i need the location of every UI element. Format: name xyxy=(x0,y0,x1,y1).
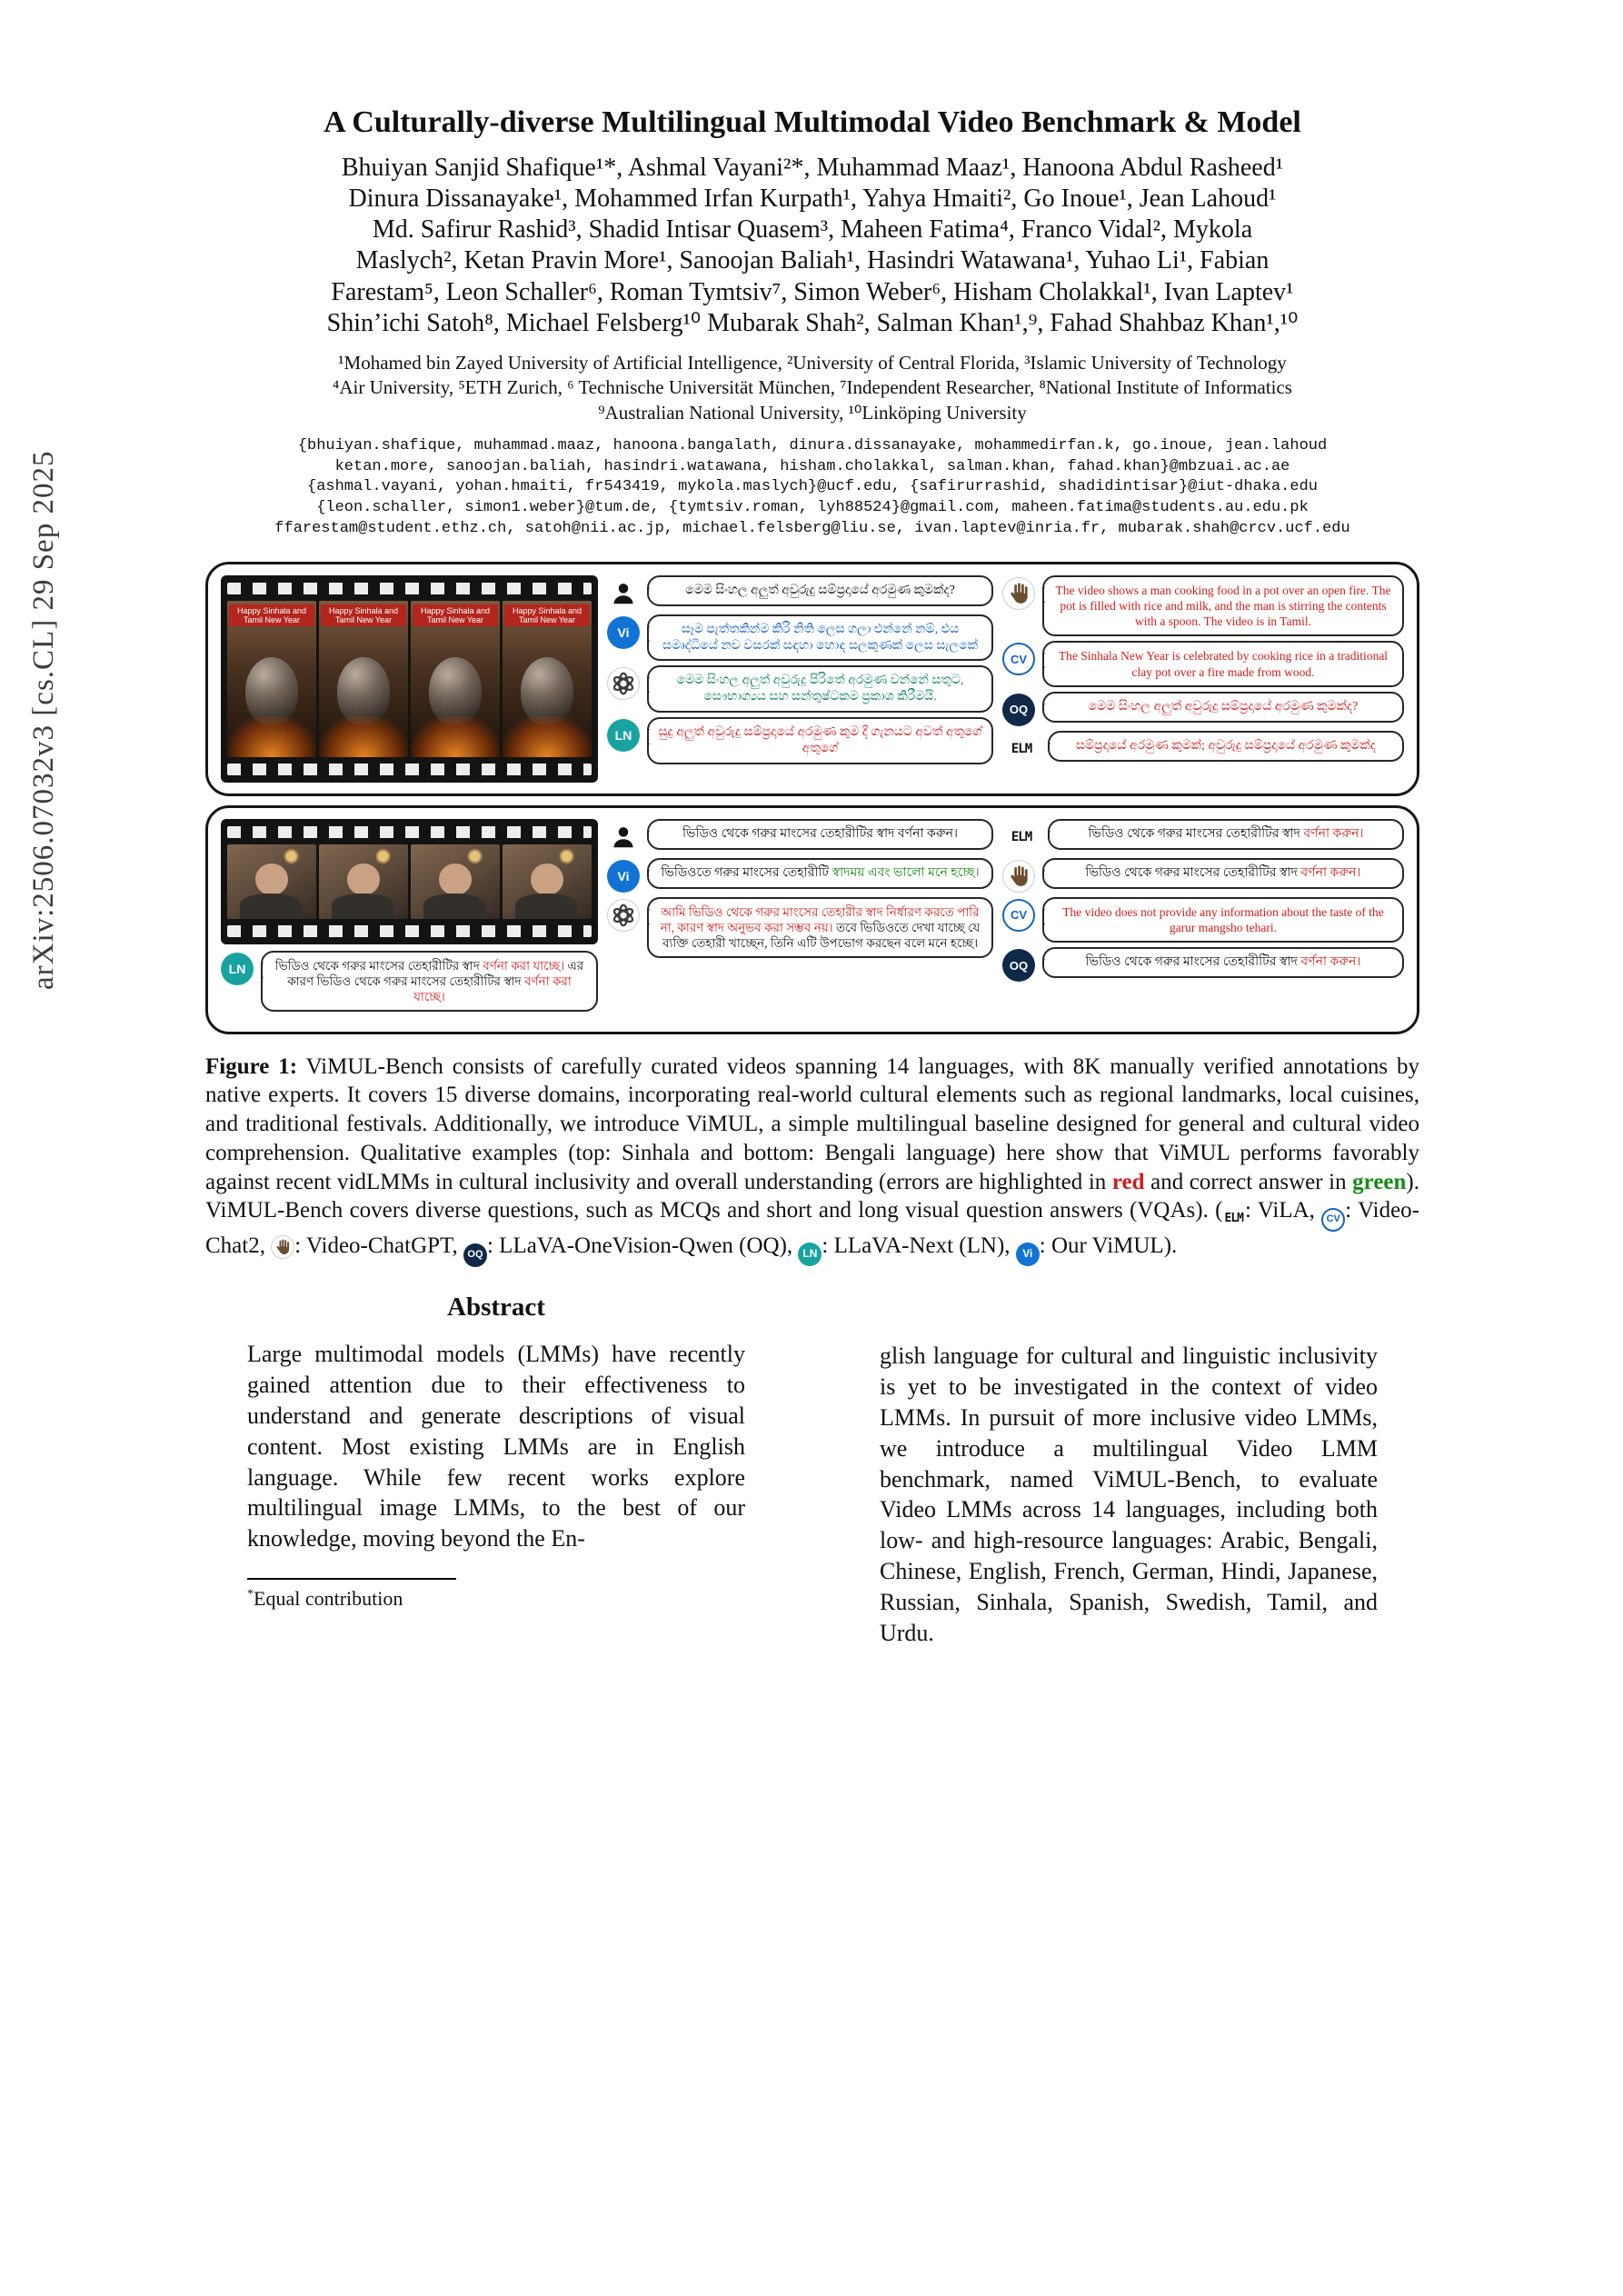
bubble-llava-onevision-answer-sinhala xyxy=(1042,692,1404,723)
author-line: Shin’ichi Satoh⁸, Michael Felsberg¹⁰ Mubarak Shah², Salman Khan¹,⁹, Fahad Shahbaz Khan¹,¹⁰ xyxy=(326,308,1299,337)
bubble-video-chat2-answer-bengali xyxy=(1042,897,1404,943)
video-frame xyxy=(319,844,408,919)
answer-text: The Sinhala New Year is celebrated by cooking rice in a traditional clay pot over a fire made from wood. xyxy=(1058,649,1389,679)
chat-row xyxy=(1002,897,1404,943)
caption-text: and correct answer in xyxy=(1144,1169,1353,1194)
video-frame xyxy=(503,844,592,919)
answer-text-red: বর্ণনা করা যাচ্ছে। xyxy=(483,958,565,973)
author-line: Maslych², Ketan Pravin More¹, Sanoojan Baliah¹, Hasindri Watawana¹, Yuhao Li¹, Fabian xyxy=(355,246,1270,275)
chat-row xyxy=(607,665,993,713)
bubble-video-chat2-answer-sinhala xyxy=(1042,641,1404,687)
caption-text: : Our ViMUL). xyxy=(1039,1233,1178,1259)
chat-row xyxy=(607,575,993,610)
filmstrip-and-ln-column xyxy=(221,819,598,1021)
answer-text: සම්ප්‍රදායේ අරමුණ කුමක්; අවුරුදු සම්ප්‍රදායේ අරමුණ කුමක්ද xyxy=(1076,738,1376,753)
answer-text-red: The video does not provide any information about the taste of the garur mangsho tehari. xyxy=(1062,904,1384,934)
chat-row xyxy=(1002,575,1404,637)
answer-text-red: বর্ণনা করুন। xyxy=(1300,955,1361,970)
answer-text: මෙම සිංහල අලුත් අවුරුදු සම්ප්‍රදායේ අරමුණ කුමක්ද? xyxy=(1088,699,1359,714)
caption-text: : Video-Chat2, xyxy=(205,1198,1420,1259)
video-frame xyxy=(227,601,316,757)
bubble-chatgpt-answer-bengali xyxy=(647,897,993,959)
bubble-vila-answer-bengali xyxy=(1048,819,1404,850)
video-frame xyxy=(503,601,592,757)
email-line: ketan.more, sanoojan.baliah, hasindri.watawana, hisham.cholakkal, salman.khan, fahad.khan}@mbzuai.ac.ae xyxy=(334,457,1290,475)
chat-row xyxy=(1002,947,1404,982)
person-torso-graphic xyxy=(515,893,578,919)
left-column xyxy=(205,1293,787,1648)
chat-column-right-bengali xyxy=(1002,819,1404,1021)
affiliation-line: ⁹Australian National University, ¹⁰Linköping University xyxy=(598,401,1027,424)
vimul-icon: Vi xyxy=(607,860,640,893)
bubble-video-chatgpt-answer-bengali xyxy=(1042,858,1404,889)
user-icon xyxy=(607,821,640,854)
chat-row xyxy=(1002,731,1404,765)
email-line: {leon.schaller, simon1.weber}@tum.de, {tymtsiv.roman, lyh88524}@gmail.com, maheen.fatima@students.au.edu.pk xyxy=(316,499,1309,517)
user-icon xyxy=(607,577,640,610)
caption-green-word: green xyxy=(1352,1169,1407,1194)
vila-icon: ELM xyxy=(1223,1208,1245,1232)
bubble-llava-next-answer-sinhala xyxy=(647,717,993,764)
filmstrip-frames xyxy=(227,844,592,919)
cooking-pot-graphic xyxy=(429,657,483,726)
llava-onevision-icon: OQ xyxy=(1002,949,1035,982)
paper-content xyxy=(205,105,1419,1648)
llava-onevision-icon: OQ xyxy=(463,1243,487,1267)
chat-row xyxy=(221,951,598,1013)
bubble-video-chatgpt-answer-sinhala xyxy=(1042,575,1404,637)
cooking-pot-graphic xyxy=(245,657,299,726)
chat-column-middle-bengali xyxy=(607,819,993,1021)
answer-text: তবে ভিডিওতে দেখা যাচ্ছে যে ব্যক্তি তেহারী খাচ্ছেন, তিনি এটি উপভোগ করছেন বলে মনে হচ্ছে। xyxy=(662,920,981,951)
author-line: Bhuiyan Sanjid Shafique¹*, Ashmal Vayani²*, Muhammad Maaz¹, Hanoona Abdul Rasheed¹ xyxy=(341,154,1284,182)
chat-row xyxy=(607,614,993,662)
caption-text: : ViLA, xyxy=(1245,1198,1322,1223)
question-text: මෙම සිංහල අලුත් අවුරුදු සම්ප්‍රදායේ අරමුණ කුමක්ද? xyxy=(685,583,955,597)
frame-banner: Happy Sinhala and Tamil New Year xyxy=(504,604,590,627)
video-chatgpt-hand-icon xyxy=(1002,860,1035,893)
footnote xyxy=(247,1587,787,1611)
answer-text-red: বর্ণনা করুন। xyxy=(1300,865,1361,880)
video-frame xyxy=(411,844,500,919)
answer-text: ভিডিও থেকে গরুর মাংসের তেহারীটির স্বাদ xyxy=(1088,826,1304,841)
person-torso-graphic xyxy=(332,893,394,919)
bubble-llava-onevision-answer-bengali xyxy=(1042,947,1404,978)
vila-icon: ELM xyxy=(1002,821,1041,854)
video-chatgpt-hand-icon xyxy=(271,1235,294,1259)
person-face-graphic xyxy=(255,863,287,895)
video-chat2-icon: CV xyxy=(1321,1208,1345,1232)
answer-text-red: আমি ভিডিও থেকে গরুর মাংসের তেহারীর স্বাদ নির্ধারণ করতে পারি না, কারণ স্বাদ অনুভব করা সম্ভব নয়। xyxy=(660,904,980,934)
filmstrip-holes xyxy=(227,925,592,937)
chat-column-left-sinhala xyxy=(607,575,993,783)
video-frame xyxy=(319,601,408,757)
author-block xyxy=(205,153,1419,339)
chat-row xyxy=(1002,692,1404,726)
chat-row xyxy=(607,858,993,893)
answer-text: මෙම සිංහල අලුත් අවුරුදු පිරිතේ අරමුණ වන්නේ සතුට, සෞභාග්‍යය සහ සන්තුෂ්ටකම ප්‍රකාශ කිරීමයි. xyxy=(676,674,964,704)
bubble-vila-answer-sinhala xyxy=(1048,731,1404,762)
answer-text: ভিডিও থেকে গরুর মাংসের তেহারীটির স্বাদ xyxy=(1085,865,1301,880)
bubble-user-question-bengali xyxy=(647,819,993,850)
chat-row xyxy=(607,819,993,854)
person-face-graphic xyxy=(531,863,563,895)
answer-text: සුදු අලුත් අවුරුදු සම්ප්‍රදායේ අරමුණ කුම දී ගැනයට අවත් අතුගේ අතුගේ xyxy=(658,725,982,756)
llava-next-icon: LN xyxy=(221,953,254,985)
answer-text-red: বর্ণনা করা যাচ্ছে। xyxy=(413,973,572,1004)
chatgpt-icon xyxy=(607,899,640,932)
llava-onevision-icon: OQ xyxy=(1002,694,1035,726)
caption-text: : Video-ChatGPT, xyxy=(294,1233,463,1259)
caption-red-word: red xyxy=(1111,1169,1145,1194)
vimul-icon: Vi xyxy=(607,616,640,649)
footnote-rule xyxy=(247,1578,456,1580)
affiliation-block xyxy=(205,351,1419,425)
chat-column-right-sinhala xyxy=(1002,575,1404,783)
cooking-pot-graphic xyxy=(337,657,391,726)
chat-row xyxy=(607,897,993,959)
filmstrip-holes xyxy=(227,583,592,594)
paper-title: A Culturally-diverse Multilingual Multimodal Video Benchmark & Model xyxy=(324,105,1301,139)
filmstrip-holes xyxy=(227,764,592,775)
bubble-llava-next-answer-bengali xyxy=(261,951,598,1013)
bubble-user-question-sinhala xyxy=(647,575,993,606)
author-line: Md. Safirur Rashid³, Shadid Intisar Quasem³, Maheen Fatima⁴, Franco Vidal², Mykola xyxy=(372,215,1253,245)
figure-panel-bengali xyxy=(205,805,1419,1034)
fire-glow-graphic xyxy=(227,716,316,757)
caption-text: : LLaVA-Next (LN), xyxy=(821,1233,1016,1259)
affiliation-line: ⁴Air University, ⁵ETH Zurich, ⁶ Technische Universität München, ⁷Independent Researcher, ⁸National Institute of Informatics xyxy=(333,376,1292,399)
answer-text: සෑම පැත්තකින්ම කිරි නිති ලෙස ගලා එන්නේ නම්, එය සමෘද්ධියේ නව වසරක් සඳහා හොඳ සලකුණක් ලෙස සැලකේ xyxy=(662,622,978,653)
chat-row xyxy=(607,717,993,764)
chatgpt-icon xyxy=(607,667,640,700)
video-chat2-icon: CV xyxy=(1002,899,1035,932)
question-text: ভিডিও থেকে গরুর মাংসের তেহারীটির স্বাদ বর্ণনা করুন। xyxy=(682,826,958,841)
affiliation-line: ¹Mohamed bin Zayed University of Artificial Intelligence, ²University of Central Florida, ³Islamic University of Technology xyxy=(338,351,1287,374)
filmstrip-frames xyxy=(227,601,592,757)
fire-glow-graphic xyxy=(503,716,592,757)
frame-banner: Happy Sinhala and Tamil New Year xyxy=(321,604,406,627)
video-chat2-icon: CV xyxy=(1002,643,1035,675)
chat-row xyxy=(1002,641,1404,687)
bubble-vimul-answer-bengali xyxy=(647,858,993,889)
answer-text-red: বর্ণনা করুন। xyxy=(1303,826,1364,841)
arxiv-watermark: arXiv:2506.07032v3 [cs.CL] 29 Sep 2025 xyxy=(27,450,60,990)
email-block xyxy=(205,436,1419,540)
filmstrip-holes xyxy=(227,826,592,838)
person-torso-graphic xyxy=(240,893,303,919)
figure-caption-label: Figure 1: xyxy=(205,1053,298,1079)
vimul-icon: Vi xyxy=(1016,1243,1040,1266)
answer-text: ভিডিওতে গরুর মাংসের তেহারীটি xyxy=(661,865,832,880)
video-frame xyxy=(411,601,500,757)
fire-glow-graphic xyxy=(411,716,500,757)
answer-text: ভিডিও থেকে গরুর মাংসের তেহারীটির স্বাদ xyxy=(274,958,483,973)
video-filmstrip-bengali xyxy=(221,819,598,944)
person-face-graphic xyxy=(439,863,471,895)
figure-1 xyxy=(205,562,1419,1034)
author-line: Dinura Dissanayake¹, Mohammed Irfan Kurpath¹, Yahya Hmaiti², Go Inoue¹, Jean Lahoud¹ xyxy=(348,185,1277,214)
cooking-pot-graphic xyxy=(521,657,574,726)
figure-caption xyxy=(205,1053,1419,1268)
video-filmstrip-sinhala xyxy=(221,575,598,783)
chat-row xyxy=(1002,858,1404,893)
bubble-chatgpt-answer-sinhala xyxy=(647,665,993,713)
person-face-graphic xyxy=(347,863,379,895)
abstract-left-text: Large multimodal models (LMMs) have recently gained attention due to their effectiveness to understand and generate descriptions of visual content. Most existing LMMs are in English language. While few recent works explore multilingual image LMMs, to the best of our knowledge, moving beyond the En- xyxy=(247,1341,745,1552)
bubble-vimul-answer-sinhala xyxy=(647,614,993,662)
frame-banner: Happy Sinhala and Tamil New Year xyxy=(229,604,314,627)
figure-panel-sinhala xyxy=(205,562,1419,796)
answer-text: ভিডিও থেকে গরুর মাংসের তেহারীটির স্বাদ xyxy=(1085,955,1301,970)
abstract-right-text: glish language for cultural and linguistic inclusivity is yet to be investigated in the context of video LMMs. In pursuit of more inclusive video LMMs, we introduce a multilingual Video LMM benchmark, named ViMUL-Bench, to evaluate Video LMMs across 14 languages, including both low- and high-resource languages: Arabic, Bengali, Chinese, English, French, German, Hindi, Japanese, Russian, Sinhala, Spanish, Swedish, Tamil, and Urdu. xyxy=(880,1343,1378,1646)
llava-next-icon: LN xyxy=(798,1243,821,1266)
video-frame xyxy=(227,844,316,919)
llava-next-icon: LN xyxy=(607,719,640,752)
email-line: {ashmal.vayani, yohan.hmaiti, fr543419, mykola.maslych}@ucf.edu, {safirurrashid, shadidintisar}@iut-dhaka.edu xyxy=(307,478,1318,496)
caption-text: ViMUL-Bench consists of carefully curated videos spanning 14 languages, with 8K manually verified annotations by native experts. It covers 15 diverse domains, incorporating real-world cultural elements such as regional landmarks, local cuisines, and traditional festivals. Additionally, we introduce ViMUL, a simple multilingual baseline designed for general and cultural video comprehension. Qualitative examples (top: Sinhala and bottom: Bengali language) here show that ViMUL performs favorably against recent vidLMMs in cultural inclusivity and overall understanding (errors are highlighted in xyxy=(205,1053,1420,1194)
video-chatgpt-hand-icon xyxy=(1002,577,1035,610)
person-torso-graphic xyxy=(423,893,486,919)
vila-icon: ELM xyxy=(1002,733,1041,765)
footnote-text: Equal contribution xyxy=(254,1586,403,1610)
footnote-marker: * xyxy=(247,1587,254,1602)
abstract-heading: Abstract xyxy=(447,1293,545,1323)
email-line: {bhuiyan.shafique, muhammad.maaz, hanoona.bangalath, dinura.dissanayake, mohammedirfan.k, go.inoue, jean.lahoud xyxy=(297,436,1328,454)
right-column xyxy=(838,1293,1419,1648)
answer-text: The video shows a man cooking food in a pot over an open fire. The pot is filled with rice and milk, and the man is stirring the contents with a spoon. The video is in Tamil. xyxy=(1055,583,1391,629)
author-line: Farestam⁵, Leon Schaller⁶, Roman Tymtsiv⁷, Simon Weber⁶, Hisham Cholakkal¹, Ivan Laptev¹ xyxy=(331,277,1294,306)
caption-text: ). ViMUL-Bench covers diverse questions, such as MCQs and short and long visual question answers (VQAs). ( xyxy=(205,1169,1419,1223)
fire-glow-graphic xyxy=(319,716,408,757)
frame-banner: Happy Sinhala and Tamil New Year xyxy=(413,604,498,627)
email-line: ffarestam@student.ethz.ch, satoh@nii.ac.jp, michael.felsberg@liu.se, ivan.laptev@inria.fr, mubarak.shah@crcv.ucf.edu xyxy=(274,519,1350,537)
caption-text: : LLaVA-OneVision-Qwen (OQ), xyxy=(486,1233,799,1259)
answer-text-green: স্বাদময় এবং ভালো মনে হচ্ছে। xyxy=(831,865,980,880)
answer-text: এর কারণ ভিডিও থেকে গরুর মাংসের তেহারীটির স্বাদ xyxy=(287,958,584,988)
chat-row xyxy=(1002,819,1404,854)
two-column-body xyxy=(205,1293,1419,1648)
